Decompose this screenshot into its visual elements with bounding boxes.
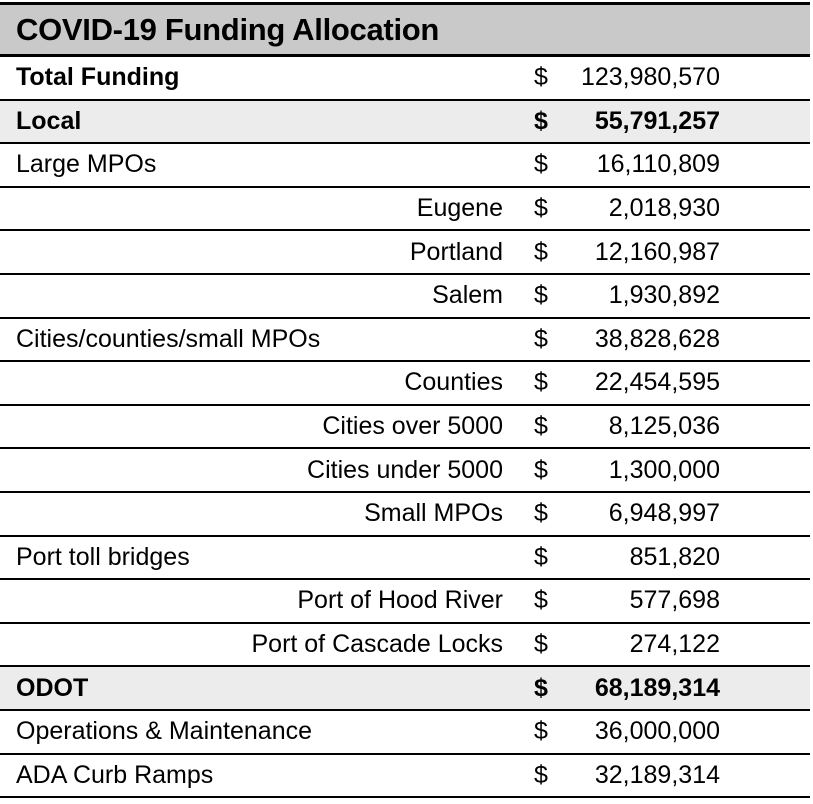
currency-symbol: $ [534,630,548,659]
row-label: Small MPOs [364,499,503,528]
table-row [0,406,810,450]
table-row [0,580,810,624]
row-label: Operations & Maintenance [16,717,313,746]
row-label: ODOT [16,673,89,702]
table-body [0,57,810,798]
table-row [0,755,810,799]
currency-symbol: $ [534,673,548,702]
row-label: Port of Cascade Locks [251,630,503,659]
table-title: COVID-19 Funding Allocation [16,11,440,47]
row-label: Salem [432,281,503,310]
row-label: Port toll bridges [16,542,190,571]
row-amount: 1,300,000 [608,455,720,484]
row-amount: 6,948,997 [608,499,720,528]
row-label: Local [16,106,82,135]
currency-symbol: $ [534,455,548,484]
currency-symbol: $ [534,368,548,397]
table-row [0,275,810,319]
row-amount: 123,980,570 [580,63,720,92]
row-label: Cities/counties/small MPOs [16,324,321,353]
row-amount: 55,791,257 [594,106,720,135]
row-amount: 2,018,930 [608,194,720,223]
row-amount: 32,189,314 [594,760,720,789]
row-amount: 274,122 [629,630,720,659]
row-amount: 16,110,809 [596,150,720,179]
currency-symbol: $ [534,542,548,571]
table-row [0,624,810,668]
table-row [0,711,810,755]
currency-symbol: $ [534,586,548,615]
table-row [0,188,810,232]
table-row [0,449,810,493]
row-label: Large MPOs [16,150,157,179]
table-title-row [0,5,810,57]
row-label: Eugene [416,194,503,223]
row-amount: 8,125,036 [608,412,720,441]
row-label: Port of Hood River [297,586,503,615]
table-row [0,231,810,275]
table-row [0,362,810,406]
row-amount: 68,189,314 [594,673,720,702]
row-amount: 577,698 [629,586,720,615]
funding-table [0,2,810,798]
table-row [0,319,810,363]
currency-symbol: $ [534,237,548,266]
row-amount: 22,454,595 [594,368,720,397]
currency-symbol: $ [534,760,548,789]
currency-symbol: $ [534,281,548,310]
row-amount: 38,828,628 [594,324,720,353]
row-label: Cities over 5000 [322,412,503,441]
currency-symbol: $ [534,63,548,92]
currency-symbol: $ [534,717,548,746]
row-label: Total Funding [16,63,180,92]
table-row [0,667,810,711]
row-label: ADA Curb Ramps [16,760,214,789]
currency-symbol: $ [534,412,548,441]
currency-symbol: $ [534,324,548,353]
table-row [0,57,810,101]
currency-symbol: $ [534,150,548,179]
row-label: Counties [404,368,503,397]
row-label: Cities under 5000 [307,455,503,484]
table-row [0,101,810,145]
row-amount: 1,930,892 [608,281,720,310]
currency-symbol: $ [534,194,548,223]
row-amount: 851,820 [629,542,720,571]
row-amount: 36,000,000 [594,717,720,746]
currency-symbol: $ [534,499,548,528]
row-label: Portland [409,237,503,266]
table-row [0,144,810,188]
currency-symbol: $ [534,106,548,135]
row-amount: 12,160,987 [594,237,720,266]
table-row [0,493,810,537]
table-row [0,537,810,581]
